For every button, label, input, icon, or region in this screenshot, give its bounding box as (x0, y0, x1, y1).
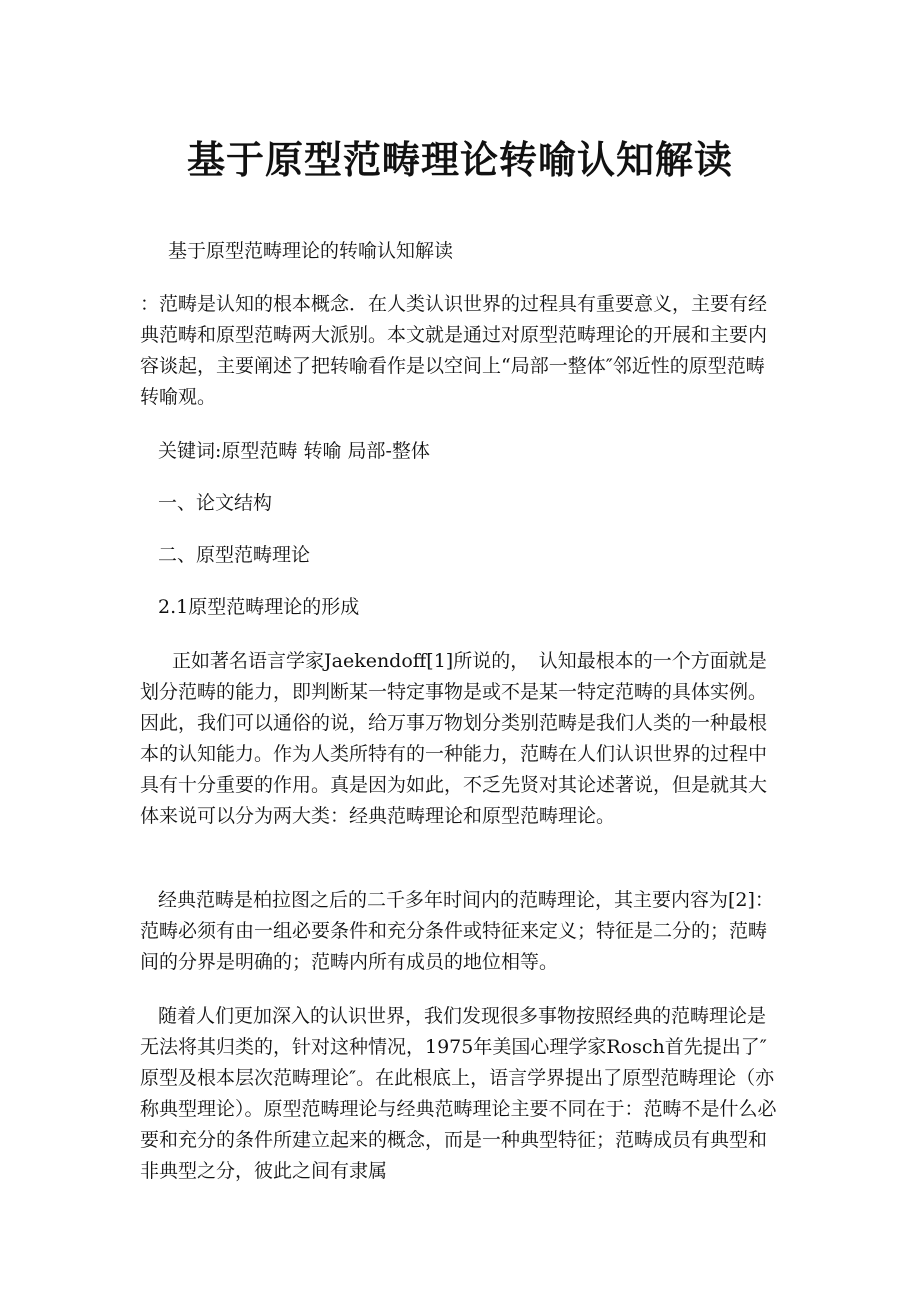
document-subtitle: 基于原型范畴理论的转喻认知解读 (168, 240, 454, 262)
section-heading-structure: 一、论文结构 (158, 492, 273, 514)
body-paragraph-prototype-theory: 随着人们更加深入的认识世界，我们发现很多事物按照经典的范畴理论是无法将其归类的，针对这种情况，1975年美国心理学家Rosch首先提出了″原型及根本层次范畴理论″。在此根底上，语言学界提出了原型范畴理论（亦称典型理论）。原型范畴理论与经典范畴理论主要不同在于：范畴不是什么必要和充分的条件所建立起来的概念，而是一种典型特征；范畴成员有典型和非典型之分，彼此之间有隶属 (140, 1005, 777, 1182)
section-heading-theory: 二、原型范畴理论 (158, 544, 311, 566)
document-title: 基于原型范畴理论转喻认知解读 (186, 138, 733, 183)
subsection-heading-formation: 2.1原型范畴理论的形成 (158, 596, 360, 618)
body-paragraph-categorization: 正如著名语言学家Jaekendoff[1]所说的， 认知最根本的一个方面就是划分范畴的能力，即判断某一特定事物是或不是某一特定范畴的具体实例。因此，我们可以通俗的说，给万事万物划分类别范畴是我们人类的一种最根本的认知能力。作为人类所特有的一种能力，范畴在人们认识世界的过程中具有十分重要的作用。真是因为如此，不乏先贤对其论述著说，但是就其大体来说可以分为两大类：经典范畴理论和原型范畴理论。 (140, 650, 768, 827)
body-paragraph-classical-category: 经典范畴是柏拉图之后的二千多年时间内的范畴理论，其主要内容为[2]：范畴必须有由一组必要条件和充分条件或特征来定义；特征是二分的；范畴间的分界是明确的；范畴内所有成员的地位相等。 (140, 889, 774, 973)
abstract-paragraph: ：范畴是认知的根本概念．在人类认识世界的过程具有重要意义，主要有经典范畴和原型范畴两大派别。本文就是通过对原型范畴理论的开展和主要内容谈起，主要阐述了把转喻看作是以空间上“局部一整体″邻近性的原型范畴转喻观。 (140, 293, 768, 408)
keywords-line: 关键词:原型范畴 转喻 局部-整体 (158, 440, 430, 462)
